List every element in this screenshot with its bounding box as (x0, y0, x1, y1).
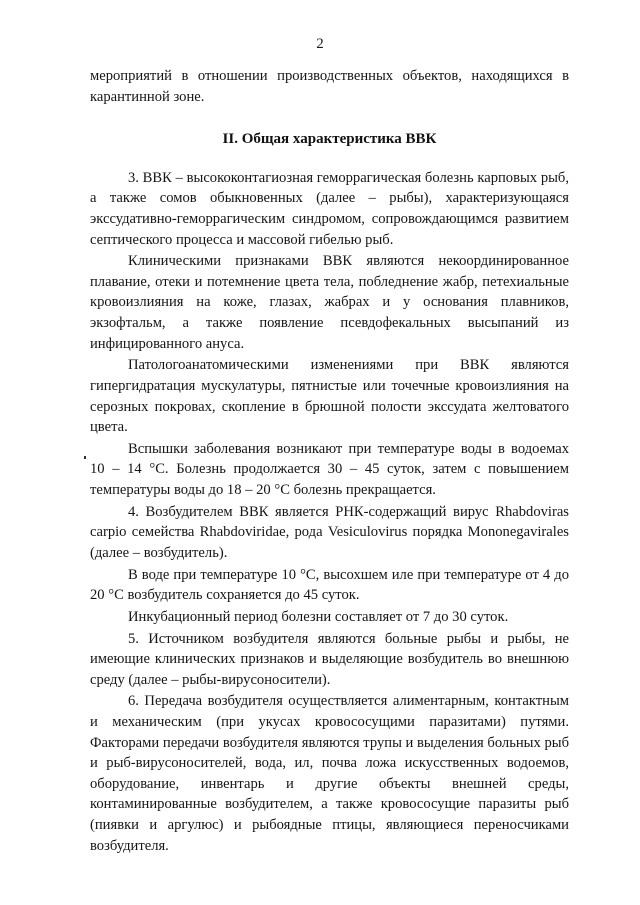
paragraph-pathology: Патологоанатомическими изменениями при ВВК являются гипергидратация мускулатуры, пятнистые или точечные кровоизлияния на серозных покровах, скопление в брюшной полости экссудата желтоватого цвета. (90, 357, 569, 436)
paragraph-incubation: Инкубационный период болезни составляет от 7 до 30 суток. (128, 608, 509, 625)
paragraph-3-definition: 3. ВВК – высококонтагиозная геморрагическая болезнь карповых рыб, а также сомов обыкновенных (далее – рыбы), характеризующаяся экссудативно-геморрагическим синдромом, сопровождающимся развитием септического процесса и массовой гибелью рыб. (90, 169, 569, 248)
document-body (90, 66, 569, 857)
paragraph-5-source: 5. Источником возбудителя являются больные рыбы и рыбы, не имеющие клинических признаков и выделяющие возбудитель во внешнюю среду (далее – рыбы-вирусоносители). (90, 630, 569, 688)
scan-speck (84, 456, 86, 459)
paragraph-survival: В воде при температуре 10 °С, высохшем иле при температуре от 4 до 20 °С возбудитель сохраняется до 45 суток. (90, 566, 569, 604)
section-heading: II. Общая характеристика ВВК (222, 131, 437, 148)
page-number: 2 (316, 36, 324, 52)
paragraph-outbreaks: Вспышки заболевания возникают при температуре воды в водоемах 10 – 14 °С. Болезнь продолжается 30 – 45 суток, затем с повышением температуры воды до 18 – 20 °С болезнь прекращается. (90, 440, 569, 498)
paragraph-clinical-signs: Клиническими признаками ВВК являются некоординированное плавание, отеки и потемнение цвета тела, побледнение жабр, петехиальные кровоизлияния на коже, глазах, жабрах и у основания плавников, экзофтальм, а также появление псевдофекальных высыпаний из инфицированного ануса. (90, 253, 569, 352)
paragraph-6-transmission: 6. Передача возбудителя осуществляется алиментарным, контактным и механическим (при укусах кровососущими паразитами) путями. Факторами передачи возбудителя являются трупы и выделения больных рыб и рыб-вирусоносителей, вода, ил, почва ложа искусственных водоемов, оборудование, инвентарь и другие объекты внешней среды, контаминированные возбудителем, а также кровососущие паразиты рыб (пиявки и аргулюс) и рыбоядные птицы, являющиеся переносчиками возбудителя. (90, 693, 569, 854)
paragraph-4-pathogen: 4. Возбудителем ВВК является РНК-содержащий вирус Rhabdoviras carpio семейства Rhabdoviridae, рода Vesiculovirus порядка Mononegavirales (далее – возбудитель). (90, 503, 569, 561)
intro-continuation: мероприятий в отношении производственных объектов, находящихся в карантинной зоне. (90, 68, 569, 105)
